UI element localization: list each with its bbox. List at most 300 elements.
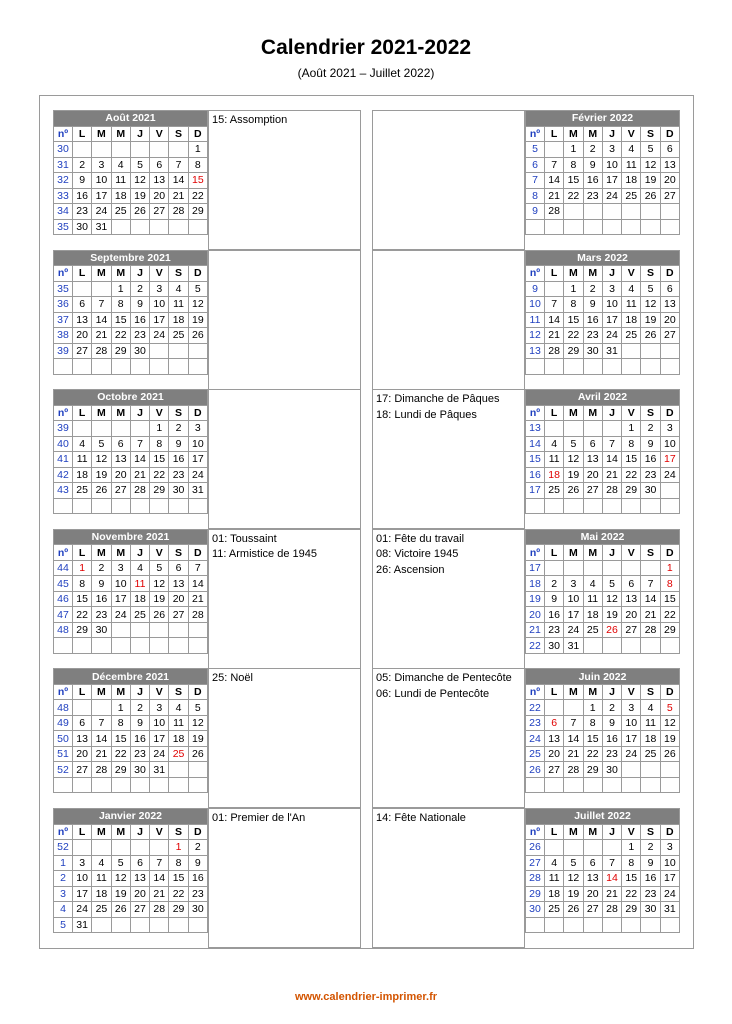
week-number: 51 [54,746,73,762]
day-cell: 1 [150,421,169,437]
month-name: Avril 2022 [526,390,680,406]
month-table [53,250,208,375]
day-cell: 14 [169,173,188,189]
empty-day-cell [602,359,621,375]
weekday-header: L [73,545,92,561]
day-cell: 14 [641,591,660,607]
empty-day-cell [73,421,92,437]
weekday-header: J [602,545,621,561]
day-cell: 15 [564,173,583,189]
holiday-notes [372,250,525,390]
day-cell: 19 [92,467,111,483]
day-cell: 27 [73,343,92,359]
day-cell: 16 [130,731,149,747]
day-cell: 22 [111,746,130,762]
empty-day-cell [130,840,149,856]
day-cell: 18 [641,731,660,747]
week-number: 46 [54,591,73,607]
day-cell: 9 [169,436,188,452]
empty-day-cell [583,840,602,856]
day-cell: 15 [660,591,679,607]
day-cell: 24 [602,188,621,204]
day-cell: 19 [130,188,149,204]
day-cell: 6 [73,297,92,313]
week-row [526,467,680,483]
weekday-header: D [188,824,207,840]
day-cell: 27 [622,622,641,638]
day-cell: 5 [564,855,583,871]
empty-day-cell [73,840,92,856]
weekday-header: J [602,266,621,282]
day-cell: 4 [169,700,188,716]
empty-day-cell [641,498,660,514]
week-number-header: nº [54,126,73,142]
weekday-header: M [111,824,130,840]
empty-day-cell [545,421,564,437]
week-number: 45 [54,576,73,592]
week-row [54,142,208,158]
day-cell: 17 [564,607,583,623]
day-cell: 5 [564,436,583,452]
day-cell: 27 [583,902,602,918]
empty-day-cell [130,777,149,793]
holiday-notes [208,250,361,390]
week-row [54,917,208,933]
empty-day-cell [92,638,111,654]
empty-day-cell [622,917,641,933]
day-cell: 12 [92,452,111,468]
day-cell: 28 [188,607,207,623]
day-cell: 9 [641,436,660,452]
day-cell: 21 [169,188,188,204]
weekday-header: V [622,684,641,700]
empty-day-cell [130,219,149,235]
month-name: Février 2022 [526,111,680,127]
day-cell: 21 [602,467,621,483]
day-cell: 10 [564,591,583,607]
week-number-header: nº [54,405,73,421]
day-cell: 3 [622,700,641,716]
empty-day-cell [641,343,660,359]
day-cell: 20 [169,591,188,607]
day-cell: 4 [622,281,641,297]
day-cell: 11 [622,157,641,173]
empty-day-cell [660,638,679,654]
day-cell: 22 [583,746,602,762]
day-cell: 19 [641,173,660,189]
week-number: 25 [526,746,545,762]
week-row [54,840,208,856]
day-cell: 12 [564,871,583,887]
week-row [54,219,208,235]
holiday-note: 01: Toussaint [212,532,277,545]
day-cell: 3 [660,840,679,856]
week-row [54,452,208,468]
empty-day-cell [169,359,188,375]
day-cell: 25 [622,328,641,344]
day-cell: 25 [73,483,92,499]
week-row [526,840,680,856]
day-cell: 28 [150,902,169,918]
weekday-header: S [641,545,660,561]
empty-day-cell [641,560,660,576]
week-number: 31 [54,157,73,173]
empty-day-cell [169,638,188,654]
empty-day-cell [602,840,621,856]
day-cell: 5 [130,157,149,173]
day-cell: 19 [564,886,583,902]
week-row [54,591,208,607]
empty-day-cell [130,622,149,638]
day-cell: 24 [150,746,169,762]
empty-day-cell [150,622,169,638]
weekday-header: S [641,405,660,421]
day-cell: 22 [73,607,92,623]
day-cell: 3 [92,157,111,173]
empty-day-cell [73,777,92,793]
empty-day-cell [545,142,564,158]
weekday-header: L [545,545,564,561]
day-cell: 3 [602,142,621,158]
day-cell: 10 [73,871,92,887]
week-row [54,871,208,887]
day-cell: 12 [641,157,660,173]
week-row [54,359,208,375]
month-name: Juin 2022 [526,669,680,685]
weekday-header: V [622,126,641,142]
day-cell: 11 [130,576,149,592]
day-cell: 5 [188,700,207,716]
day-cell: 30 [188,902,207,918]
day-cell: 14 [188,576,207,592]
day-cell: 7 [188,560,207,576]
empty-day-cell [641,219,660,235]
day-cell: 15 [188,173,207,189]
week-number: 17 [526,483,545,499]
day-cell: 1 [111,700,130,716]
weekday-header: D [660,684,679,700]
day-cell: 13 [660,157,679,173]
day-cell: 27 [545,762,564,778]
week-row [54,328,208,344]
weekday-header: S [641,824,660,840]
day-cell: 3 [660,421,679,437]
day-cell: 18 [111,188,130,204]
empty-day-cell [602,917,621,933]
day-cell: 1 [111,281,130,297]
empty-day-cell [169,142,188,158]
day-cell: 5 [602,576,621,592]
weekday-header: M [583,545,602,561]
holiday-note: 01: Fête du travail [376,532,465,545]
day-cell: 26 [130,204,149,220]
day-cell: 14 [545,312,564,328]
empty-day-cell [130,638,149,654]
day-cell: 16 [188,871,207,887]
day-cell: 22 [622,467,641,483]
holiday-notes [208,529,361,669]
day-cell: 30 [641,902,660,918]
week-number: 13 [526,343,545,359]
week-row [526,902,680,918]
day-cell: 2 [641,840,660,856]
empty-day-cell [92,700,111,716]
week-row [54,483,208,499]
empty-day-cell [622,560,641,576]
week-row [526,855,680,871]
month-name: Octobre 2021 [54,390,208,406]
empty-day-cell [188,343,207,359]
day-cell: 17 [602,312,621,328]
empty-day-cell [130,498,149,514]
week-row [526,297,680,313]
day-cell: 19 [660,731,679,747]
month-table [53,668,208,793]
day-cell: 5 [641,142,660,158]
day-cell: 20 [130,886,149,902]
day-cell: 18 [169,312,188,328]
week-number: 22 [526,700,545,716]
day-cell: 17 [73,886,92,902]
day-cell: 21 [641,607,660,623]
empty-day-cell [188,777,207,793]
week-row [54,576,208,592]
day-cell: 25 [641,746,660,762]
day-cell: 1 [660,560,679,576]
empty-day-cell [583,638,602,654]
empty-day-cell [130,359,149,375]
day-cell: 27 [660,188,679,204]
day-cell: 11 [169,715,188,731]
day-cell: 8 [188,157,207,173]
empty-day-cell [660,762,679,778]
empty-day-cell [660,917,679,933]
empty-day-cell [545,917,564,933]
weekday-header: D [660,545,679,561]
weekday-header: V [622,824,641,840]
day-cell: 1 [73,560,92,576]
day-cell: 29 [188,204,207,220]
day-cell: 18 [545,467,564,483]
day-cell: 21 [130,467,149,483]
holiday-note: 01: Premier de l'An [212,812,306,824]
empty-day-cell [111,498,130,514]
day-cell: 13 [130,871,149,887]
day-cell: 2 [602,700,621,716]
day-cell: 26 [188,328,207,344]
day-cell: 12 [641,297,660,313]
empty-day-cell [188,498,207,514]
week-number: 47 [54,607,73,623]
week-number: 20 [526,607,545,623]
day-cell: 14 [92,312,111,328]
day-cell: 19 [602,607,621,623]
weekday-header: V [622,266,641,282]
week-number [526,777,545,793]
week-number-header: nº [526,545,545,561]
week-number: 15 [526,452,545,468]
week-row [54,731,208,747]
week-number: 36 [54,297,73,313]
week-number: 42 [54,467,73,483]
holiday-note: 08: Victoire 1945 [376,548,459,561]
week-number: 8 [526,188,545,204]
day-cell: 28 [545,343,564,359]
empty-day-cell [111,359,130,375]
empty-day-cell [583,219,602,235]
week-number: 34 [54,204,73,220]
week-number [526,219,545,235]
week-number: 41 [54,452,73,468]
empty-day-cell [92,421,111,437]
day-cell: 16 [641,871,660,887]
day-cell: 16 [545,607,564,623]
week-number: 23 [526,715,545,731]
day-cell: 21 [545,328,564,344]
week-row [526,871,680,887]
day-cell: 20 [150,188,169,204]
day-cell: 5 [188,281,207,297]
day-cell: 15 [564,312,583,328]
day-cell: 8 [622,436,641,452]
weekday-header: S [169,126,188,142]
day-cell: 28 [602,902,621,918]
weekday-header: J [130,684,149,700]
day-cell: 16 [73,188,92,204]
day-cell: 9 [641,855,660,871]
holiday-note: 15: Assomption [212,114,288,126]
empty-day-cell [92,281,111,297]
day-cell: 23 [188,886,207,902]
empty-day-cell [150,917,169,933]
week-number [526,359,545,375]
day-cell: 23 [73,204,92,220]
week-number: 38 [54,328,73,344]
day-cell: 10 [602,157,621,173]
weekday-header: M [111,126,130,142]
day-cell: 18 [169,731,188,747]
week-row [54,421,208,437]
day-cell: 2 [130,700,149,716]
empty-day-cell [169,777,188,793]
day-cell: 8 [73,576,92,592]
day-cell: 3 [150,700,169,716]
day-cell: 23 [130,746,149,762]
empty-day-cell [130,917,149,933]
day-cell: 31 [564,638,583,654]
day-cell: 22 [564,188,583,204]
day-cell: 26 [564,902,583,918]
holiday-note: 06: Lundi de Pentecôte [376,687,490,700]
day-cell: 19 [564,467,583,483]
weekday-header: V [150,126,169,142]
weekday-header: M [111,684,130,700]
empty-day-cell [188,622,207,638]
day-cell: 15 [622,871,641,887]
week-number-header: nº [54,545,73,561]
empty-day-cell [622,777,641,793]
day-cell: 7 [169,157,188,173]
empty-day-cell [545,498,564,514]
day-cell: 18 [622,312,641,328]
day-cell: 2 [130,281,149,297]
day-cell: 11 [92,871,111,887]
holiday-notes [372,668,525,808]
day-cell: 26 [660,746,679,762]
week-row [54,560,208,576]
weekday-header: V [622,545,641,561]
day-cell: 24 [660,467,679,483]
day-cell: 18 [130,591,149,607]
week-row [526,700,680,716]
day-cell: 23 [641,886,660,902]
week-row [526,452,680,468]
day-cell: 6 [622,576,641,592]
week-row [526,436,680,452]
day-cell: 29 [660,622,679,638]
empty-day-cell [150,777,169,793]
weekday-header: S [169,405,188,421]
day-cell: 16 [583,173,602,189]
day-cell: 29 [583,762,602,778]
empty-day-cell [169,343,188,359]
day-cell: 15 [111,731,130,747]
page-subtitle: (Août 2021 – Juillet 2022) [297,66,435,80]
empty-day-cell [169,219,188,235]
empty-day-cell [73,359,92,375]
day-cell: 1 [188,142,207,158]
holiday-notes [208,389,361,529]
weekday-header: D [188,405,207,421]
day-cell: 16 [169,452,188,468]
week-row [54,715,208,731]
day-cell: 18 [583,607,602,623]
week-number: 4 [54,902,73,918]
day-cell: 9 [130,297,149,313]
month-name: Janvier 2022 [54,809,208,825]
week-number: 9 [526,281,545,297]
day-cell: 21 [564,746,583,762]
day-cell: 3 [73,855,92,871]
day-cell: 17 [660,871,679,887]
day-cell: 25 [583,622,602,638]
week-row [526,188,680,204]
month-table [525,250,680,375]
weekday-header: D [660,126,679,142]
empty-day-cell [602,204,621,220]
day-cell: 6 [545,715,564,731]
day-cell: 24 [92,204,111,220]
day-cell: 16 [92,591,111,607]
day-cell: 26 [641,188,660,204]
day-cell: 7 [602,855,621,871]
day-cell: 25 [545,483,564,499]
empty-day-cell [641,917,660,933]
day-cell: 30 [583,343,602,359]
website-footer[interactable]: www.calendrier-imprimer.fr [294,991,438,1003]
day-cell: 6 [660,281,679,297]
holiday-notes [372,110,525,250]
week-number [54,638,73,654]
day-cell: 4 [641,700,660,716]
day-cell: 26 [150,607,169,623]
day-cell: 6 [73,715,92,731]
empty-day-cell [660,359,679,375]
week-number: 27 [526,855,545,871]
weekday-header: J [130,266,149,282]
month-table [525,668,680,793]
week-row [526,777,680,793]
